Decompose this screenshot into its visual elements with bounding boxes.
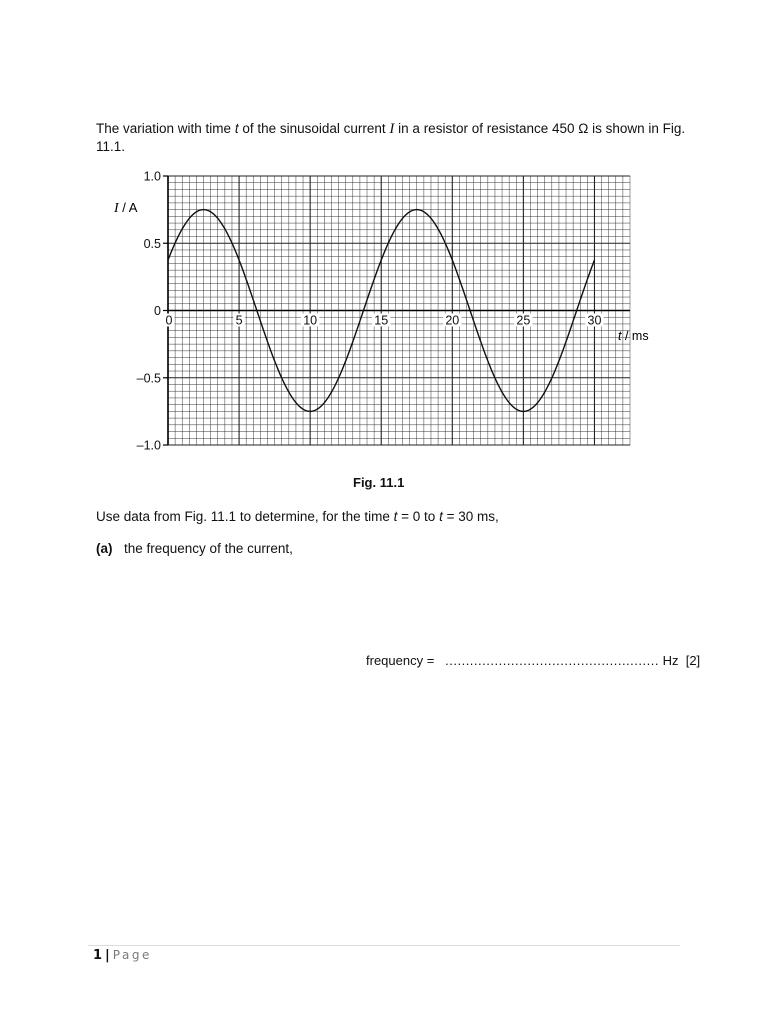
- x-tick-label: 15: [374, 313, 389, 328]
- answer-line: [366, 653, 700, 668]
- x-tick-label: 30: [587, 313, 602, 328]
- x-tick-label: 5: [235, 313, 243, 328]
- answer-marks: [2]: [685, 653, 701, 668]
- instruction-text: Use data from Fig. 11.1 to determine, for the time t = 0 to t = 30 ms,: [96, 509, 499, 524]
- footer-separator: |: [105, 948, 110, 963]
- part-a-label: (a): [96, 541, 113, 556]
- y-tick-label: –1.0: [136, 438, 161, 453]
- current-time-graph: [110, 166, 670, 466]
- page-number: 1: [93, 948, 103, 963]
- y-tick-label: –0.5: [136, 371, 161, 386]
- x-tick-label: 0: [165, 313, 173, 328]
- answer-blank[interactable]: ....................................................: [445, 653, 659, 668]
- x-tick-label: 25: [516, 313, 531, 328]
- y-tick-label: 0: [154, 304, 161, 318]
- figure-caption: Fig. 11.1: [353, 475, 405, 490]
- x-tick-label: 10: [303, 313, 318, 328]
- part-a: [96, 540, 293, 558]
- page-footer: [93, 948, 152, 963]
- y-axis-label: I / A: [114, 200, 138, 216]
- answer-label: frequency =: [366, 653, 435, 668]
- y-tick-label: 1.0: [143, 169, 161, 184]
- y-tick-label: 0.5: [143, 236, 161, 251]
- question-intro: The variation with time t of the sinusoidal current I in a resistor of resistance 450 Ω is shown in Fig. 11.1.: [96, 121, 686, 154]
- x-tick-label: 20: [445, 313, 460, 328]
- part-a-text: the frequency of the current,: [124, 541, 293, 556]
- answer-unit: Hz: [662, 653, 679, 668]
- x-axis-label: t / ms: [618, 329, 649, 343]
- page-word: Page: [112, 948, 152, 962]
- footer-divider: [88, 945, 680, 946]
